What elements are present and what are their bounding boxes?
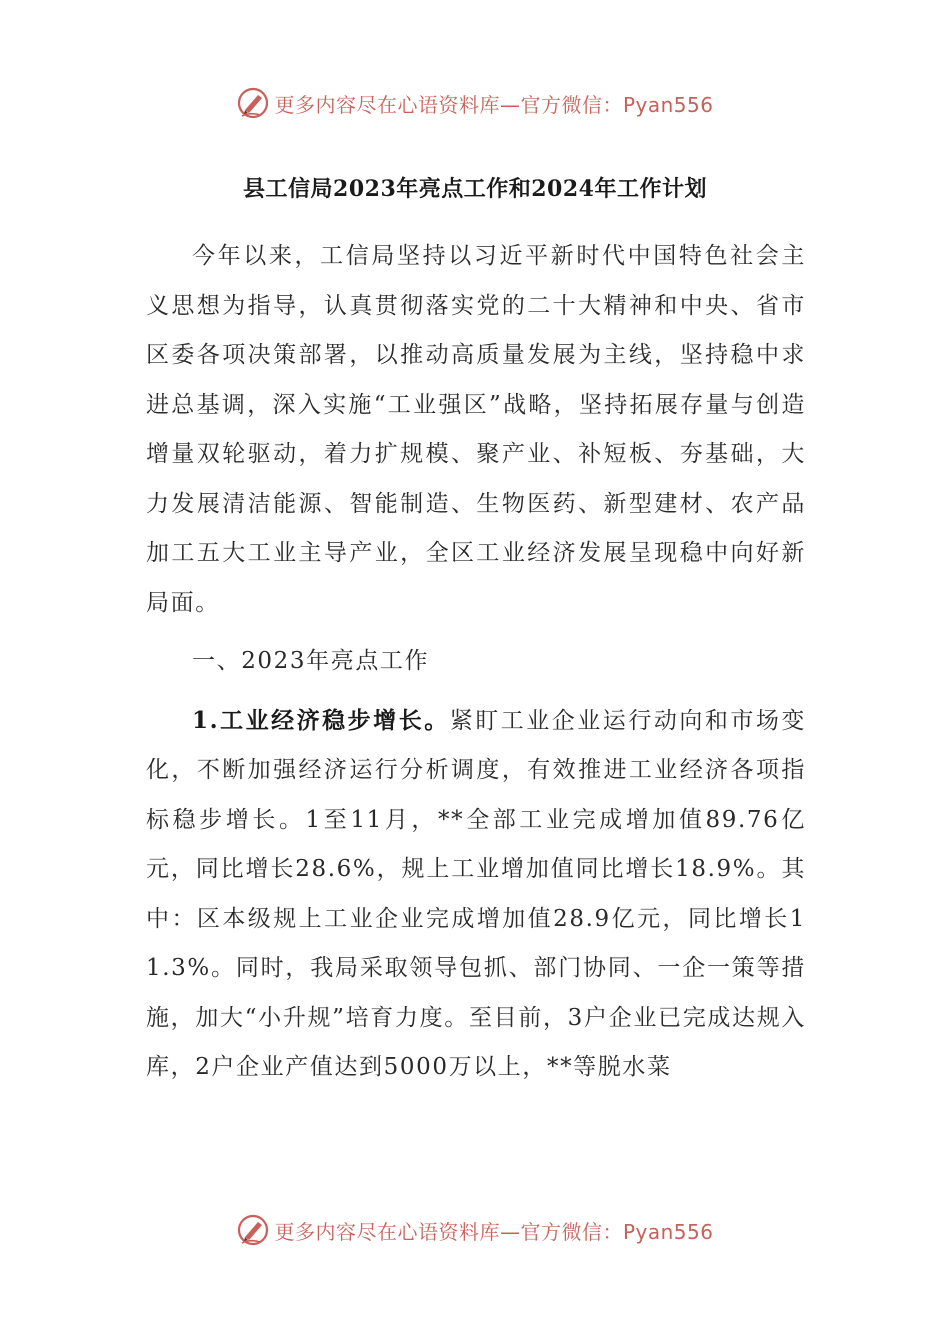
document-body bbox=[146, 232, 806, 1093]
pen-logo-icon bbox=[236, 1213, 270, 1247]
item-body: 紧盯工业企业运行动向和市场变化，不断加强经济运行分析调度，有效推进工业经济各项指标稳步增长。1至11月，**全部工业完成增加值89.76亿元，同比增长28.6%，规上工业增加值同比增长18.9%。其中：区本级规上工业企业完成增加值28.9亿元，同比增长11.3%。同时，我局采取领导包抓、部门协同、一企一策等措施，加大“小升规”培育力度。至目前，3户企业已完成达规入库，2户企业产值达到5000万以上，**等脱水菜 bbox=[146, 707, 806, 1080]
item-paragraph bbox=[146, 696, 806, 1093]
watermark-text: 更多内容尽在心语资料库—官方微信：Pyan556 bbox=[274, 1219, 714, 1244]
section-heading: 一、2023年亮点工作 bbox=[192, 648, 430, 674]
pen-logo-icon bbox=[236, 86, 270, 120]
intro-paragraph: 今年以来，工信局坚持以习近平新时代中国特色社会主义思想为指导，认真贯彻落实党的二十大精神和中央、省市区委各项决策部署，以推动高质量发展为主线，坚持稳中求进总基调，深入实施“工业强区”战略，坚持拓展存量与创造增量双轮驱动，着力扩规模、聚产业、补短板、夯基础，大力发展清洁能源、智能制造、生物医药、新型建材、农产品加工五大工业主导产业，全区工业经济发展呈现稳中向好新局面。 bbox=[146, 243, 806, 616]
watermark-header bbox=[0, 83, 950, 123]
item-lead: 1.工业经济稳步增长。 bbox=[192, 706, 450, 734]
watermark-text: 更多内容尽在心语资料库—官方微信：Pyan556 bbox=[274, 92, 714, 117]
document-title: 县工信局2023年亮点工作和2024年工作计划 bbox=[243, 176, 707, 202]
watermark-footer bbox=[0, 1210, 950, 1250]
